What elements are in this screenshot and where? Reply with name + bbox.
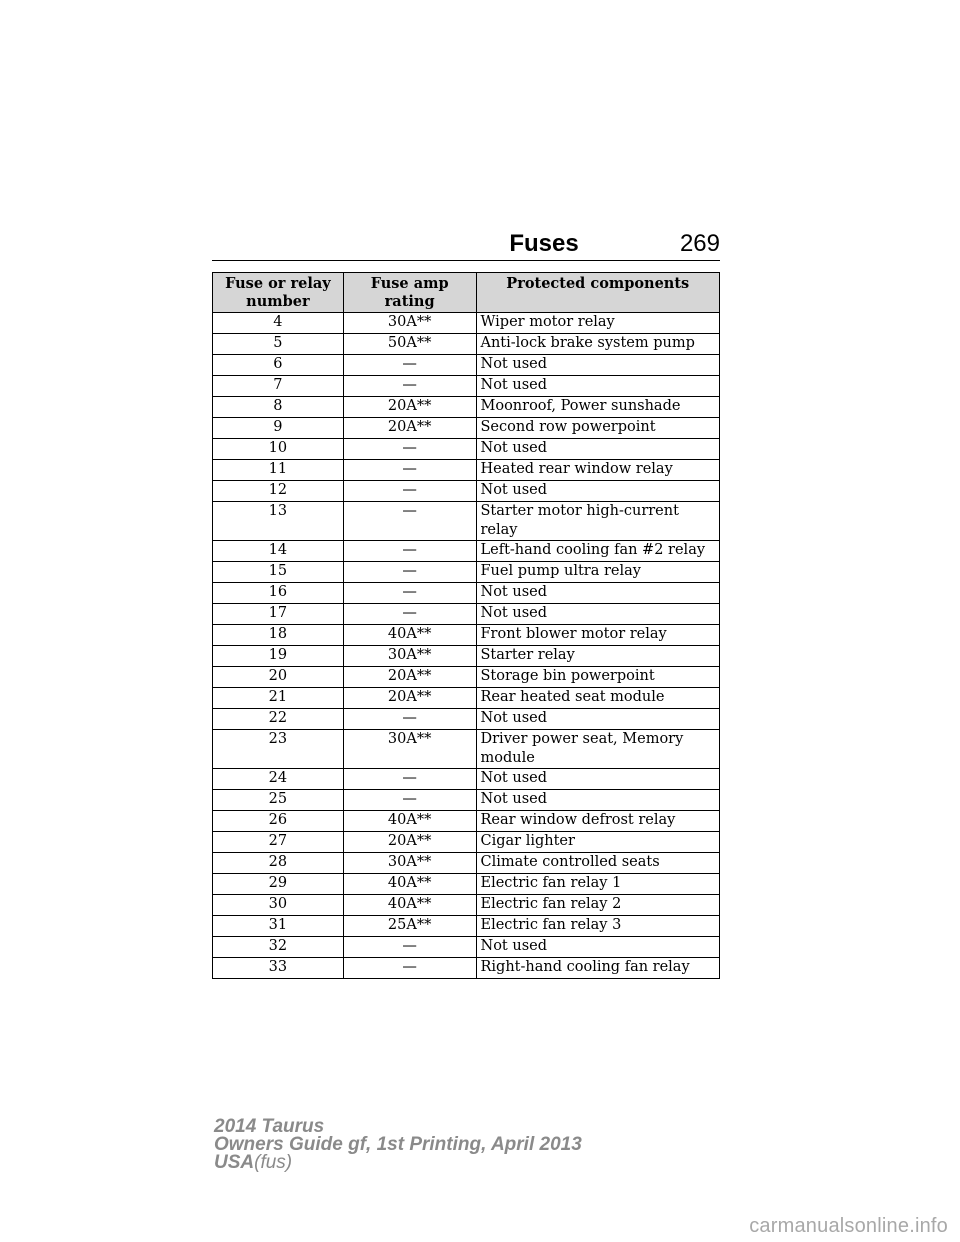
table-row [213,313,720,334]
page-header [212,228,720,261]
fuse-number-cell: 15 [213,562,344,583]
protected-components-cell: Anti-lock brake system pump [476,334,720,355]
amp-rating-cell: 20A** [343,667,476,688]
protected-components-cell: Rear heated seat module [476,688,720,709]
table-row [213,355,720,376]
protected-components-cell: Not used [476,709,720,730]
table-row [213,439,720,460]
fuse-number-cell: 8 [213,397,344,418]
table-row [213,853,720,874]
amp-rating-cell: 20A** [343,397,476,418]
protected-components-cell: Not used [476,604,720,625]
watermark: carmanualsonline.info [749,1215,948,1237]
fuse-number-cell: 22 [213,709,344,730]
table-row [213,604,720,625]
section-title: Fuses [509,230,579,257]
document-footer [214,1118,582,1172]
table-row [213,667,720,688]
table-row [213,709,720,730]
table-row [213,418,720,439]
table-row [213,541,720,562]
table-row [213,688,720,709]
table-row [213,811,720,832]
protected-components-cell: Climate controlled seats [476,853,720,874]
table-row [213,376,720,397]
table-row [213,790,720,811]
fuse-number-cell: 25 [213,790,344,811]
protected-components-cell: Electric fan relay 1 [476,874,720,895]
fuse-number-cell: 28 [213,853,344,874]
fuse-number-cell: 23 [213,730,344,769]
column-header-fuse-number: Fuse or relay number [213,273,344,313]
fuse-number-cell: 13 [213,502,344,541]
protected-components-cell: Electric fan relay 2 [476,895,720,916]
amp-rating-cell: 30A** [343,853,476,874]
table-row [213,583,720,604]
table-row [213,625,720,646]
protected-components-cell: Left-hand cooling fan #2 relay [476,541,720,562]
protected-components-cell: Fuel pump ultra relay [476,562,720,583]
protected-components-cell: Second row powerpoint [476,418,720,439]
protected-components-cell: Cigar lighter [476,832,720,853]
fuse-number-cell: 12 [213,481,344,502]
protected-components-cell: Heated rear window relay [476,460,720,481]
amp-rating-cell: 40A** [343,625,476,646]
protected-components-cell: Right-hand cooling fan relay [476,958,720,979]
footer-guide-info: Owners Guide gf, 1st Printing, April 2013 [214,1134,582,1155]
protected-components-cell: Storage bin powerpoint [476,667,720,688]
protected-components-cell: Rear window defrost relay [476,811,720,832]
protected-components-cell: Starter relay [476,646,720,667]
protected-components-cell: Not used [476,481,720,502]
amp-rating-cell: — [343,709,476,730]
fuse-number-cell: 14 [213,541,344,562]
fuse-number-cell: 17 [213,604,344,625]
protected-components-cell: Not used [476,937,720,958]
fuse-number-cell: 19 [213,646,344,667]
amp-rating-cell: — [343,604,476,625]
table-row [213,895,720,916]
amp-rating-cell: — [343,541,476,562]
footer-region-code: USA [214,1152,255,1173]
table-row [213,334,720,355]
protected-components-cell: Not used [476,769,720,790]
amp-rating-cell: — [343,502,476,541]
page-number: 269 [679,230,720,257]
fuse-number-cell: 4 [213,313,344,334]
amp-rating-cell: — [343,460,476,481]
amp-rating-cell: 20A** [343,688,476,709]
fuse-number-cell: 29 [213,874,344,895]
amp-rating-cell: 30A** [343,646,476,667]
table-row [213,397,720,418]
amp-rating-cell: 30A** [343,730,476,769]
amp-rating-cell: 40A** [343,811,476,832]
footer-region [214,1154,582,1172]
amp-rating-cell: — [343,376,476,397]
protected-components-cell: Starter motor high-current relay [476,502,720,541]
protected-components-cell: Not used [476,790,720,811]
table-row [213,916,720,937]
amp-rating-cell: — [343,937,476,958]
table-row [213,502,720,541]
amp-rating-cell: 20A** [343,832,476,853]
amp-rating-cell: — [343,439,476,460]
table-row [213,958,720,979]
fuse-number-cell: 18 [213,625,344,646]
amp-rating-cell: — [343,769,476,790]
fuse-number-cell: 16 [213,583,344,604]
table-row [213,646,720,667]
fuse-number-cell: 27 [213,832,344,853]
protected-components-cell: Not used [476,583,720,604]
amp-rating-cell: 40A** [343,895,476,916]
amp-rating-cell: — [343,958,476,979]
fuse-number-cell: 10 [213,439,344,460]
column-header-amp-rating: Fuse amp rating [343,273,476,313]
protected-components-cell: Not used [476,439,720,460]
table-header-row [213,273,720,313]
table-row [213,481,720,502]
fuse-number-cell: 32 [213,937,344,958]
protected-components-cell: Electric fan relay 3 [476,916,720,937]
amp-rating-cell: 40A** [343,874,476,895]
footer-region-tag: (fus) [254,1152,293,1173]
fuse-number-cell: 31 [213,916,344,937]
fuse-number-cell: 6 [213,355,344,376]
fuse-number-cell: 7 [213,376,344,397]
fuse-number-cell: 9 [213,418,344,439]
protected-components-cell: Driver power seat, Memory module [476,730,720,769]
table-body [213,313,720,979]
fuse-number-cell: 11 [213,460,344,481]
amp-rating-cell: — [343,481,476,502]
table-row [213,937,720,958]
table-row [213,562,720,583]
table-row [213,832,720,853]
protected-components-cell: Not used [476,376,720,397]
amp-rating-cell: 20A** [343,418,476,439]
amp-rating-cell: — [343,562,476,583]
fuse-number-cell: 33 [213,958,344,979]
protected-components-cell: Not used [476,355,720,376]
protected-components-cell: Wiper motor relay [476,313,720,334]
fuse-number-cell: 26 [213,811,344,832]
amp-rating-cell: 50A** [343,334,476,355]
table-row [213,769,720,790]
fuse-number-cell: 30 [213,895,344,916]
amp-rating-cell: — [343,790,476,811]
protected-components-cell: Moonroof, Power sunshade [476,397,720,418]
fuse-number-cell: 5 [213,334,344,355]
fuse-number-cell: 20 [213,667,344,688]
amp-rating-cell: 25A** [343,916,476,937]
fuse-table [212,272,720,979]
amp-rating-cell: — [343,583,476,604]
table-row [213,460,720,481]
footer-model: 2014 Taurus [214,1116,325,1137]
fuse-number-cell: 21 [213,688,344,709]
column-header-protected-components: Protected components [476,273,720,313]
table-row [213,730,720,769]
protected-components-cell: Front blower motor relay [476,625,720,646]
amp-rating-cell: — [343,355,476,376]
fuse-number-cell: 24 [213,769,344,790]
table-row [213,874,720,895]
amp-rating-cell: 30A** [343,313,476,334]
